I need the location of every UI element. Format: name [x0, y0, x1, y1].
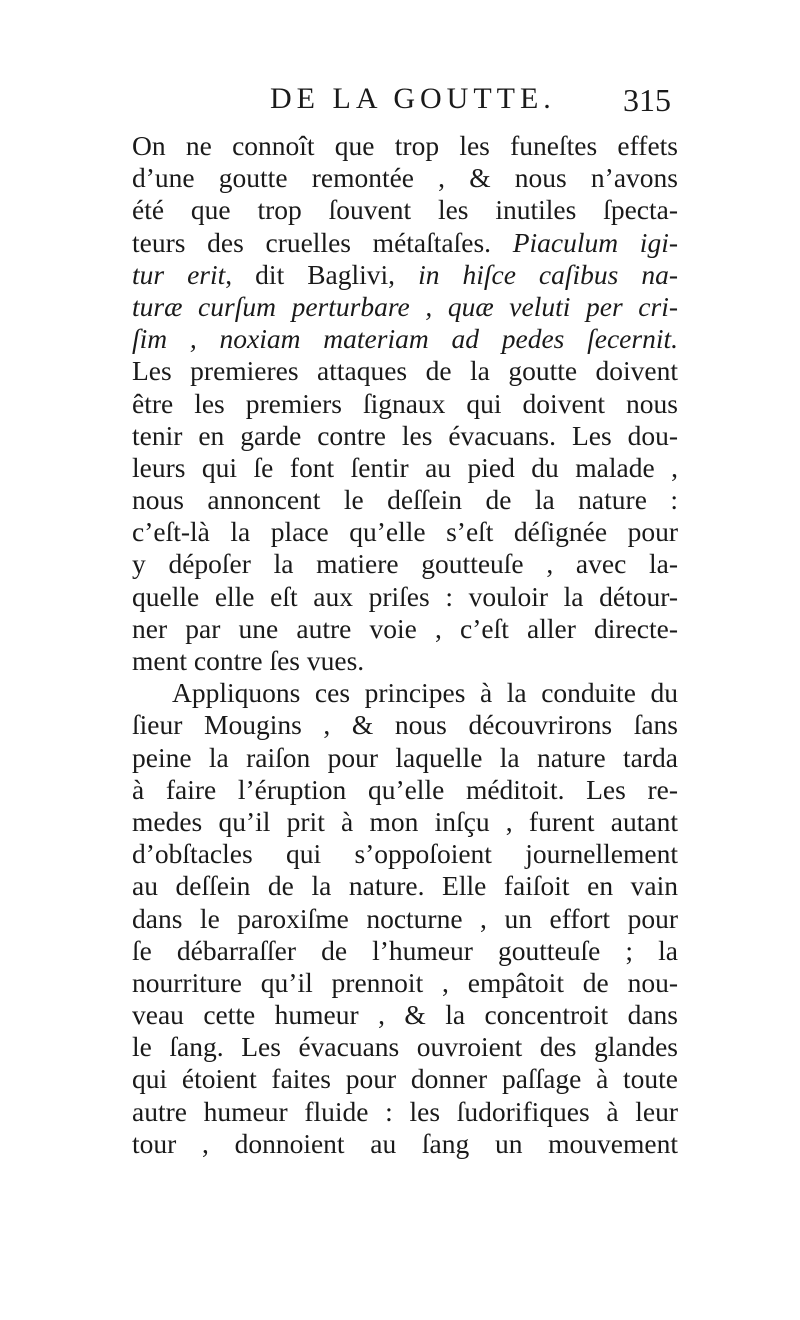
- running-title: DE LA GOUTTE.: [270, 82, 556, 115]
- text-line: peine la raiſon pour laquelle la nature tarda: [132, 741, 678, 773]
- page-number: 315: [623, 82, 671, 118]
- text-line: On ne connoît que trop les funeſtes effets: [132, 130, 678, 161]
- text-line: leurs qui ſe font ſentir au pied du malade ,: [132, 451, 678, 483]
- text-line: quelle elle eſt aux priſes : vouloir la détour-: [132, 580, 678, 612]
- text-line: dans le paroxiſme nocturne , un effort pour: [132, 902, 678, 934]
- text-line: Les premieres attaques de la goutte doivent: [132, 355, 678, 387]
- text-line: veau cette humeur , & la concentroit dans: [132, 999, 678, 1031]
- text-line: au deſſein de la nature. Elle faiſoit en vain: [132, 870, 678, 902]
- running-head: [130, 78, 675, 122]
- text-line: ſe débarraſſer de l’humeur goutteuſe ; la: [132, 934, 678, 966]
- text-line: c’eſt-là la place qu’elle s’eſt déſignée pour: [132, 516, 678, 548]
- text-segment: teurs des cruelles métaſtaſes.: [132, 226, 492, 258]
- text-line: [132, 227, 678, 259]
- text-line: tour , donnoient au ſang un mouvement: [132, 1127, 678, 1159]
- text-line: d’une goutte remontée , & nous n’avons: [132, 162, 678, 194]
- text-line: ner par une autre voie , c’eſt aller directe-: [132, 612, 678, 644]
- text-line: ſieur Mougins , & nous découvrirons ſans: [132, 709, 678, 741]
- text-line: ſim , noxiam materiam ad pedes ſecernit.: [132, 323, 678, 355]
- body-text: [132, 130, 678, 1160]
- text-line: été que trop ſouvent les inutiles ſpecta-: [132, 194, 678, 226]
- text-line: tenir en garde contre les évacuans. Les dou-: [132, 419, 678, 451]
- text-line: nous annoncent le deſſein de la nature :: [132, 484, 678, 516]
- text-line: le ſang. Les évacuans ouvroient des glandes: [132, 1031, 678, 1063]
- text-line: Appliquons ces principes à la conduite du: [172, 677, 678, 709]
- text-line: [132, 259, 678, 291]
- text-line: à faire l’éruption qu’elle méditoit. Les re-: [132, 773, 678, 805]
- text-line: medes qu’il prit à mon inſçu , furent autant: [132, 805, 678, 837]
- text-segment-italic: in hiſce caſibus na-: [418, 258, 679, 290]
- text-segment-italic: tur erit: [132, 258, 226, 290]
- text-segment: , dit Baglivi,: [225, 258, 396, 290]
- text-line: être les premiers ſignaux qui doivent nous: [132, 387, 678, 419]
- text-line: turæ curſum perturbare , quæ veluti per cri-: [132, 290, 678, 322]
- text-line: nourriture qu’il prennoit , empâtoit de nou-: [132, 966, 678, 998]
- text-line: ment contre ſes vues.: [132, 645, 365, 676]
- text-line: d’obſtacles qui s’oppoſoient journellement: [132, 838, 678, 870]
- text-segment-italic: Piaculum igi-: [512, 226, 678, 258]
- text-line: autre humeur fluide : les ſudorifiques à leur: [132, 1095, 678, 1127]
- text-line: qui étoient faites pour donner paſſage à toute: [132, 1063, 678, 1095]
- text-line: y dépoſer la matiere goutteuſe , avec la-: [132, 548, 678, 580]
